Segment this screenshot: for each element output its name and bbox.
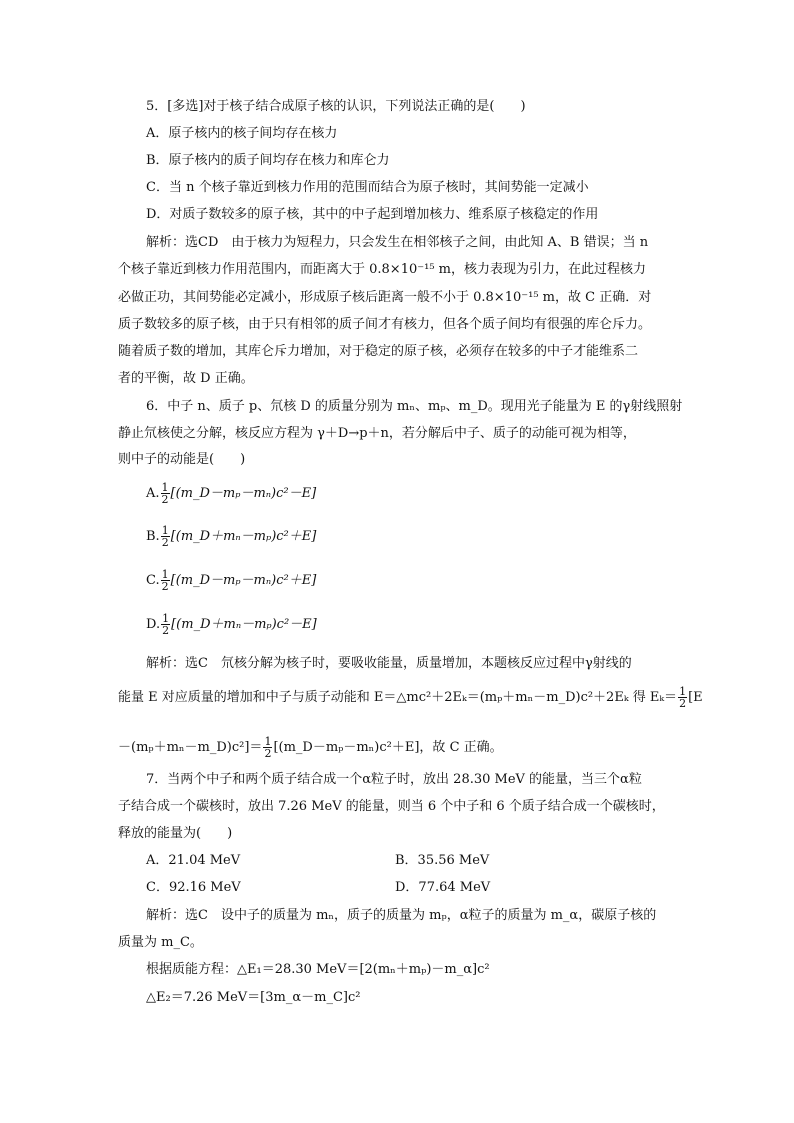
q5-option-d: D．对质子数较多的原子核，其中的中子起到增加核力、维系原子核稳定的作用: [146, 207, 599, 222]
q7-option-d: D．77.64 MeV: [395, 880, 491, 895]
q6-analysis-line: [118, 685, 703, 710]
fraction-half: $\frac{1}{2}$: [161, 481, 169, 506]
q6-stem-line: 静止氘核使之分解，核反应方程为 γ＋D→p＋n，若分解后中子、质子的动能可视为相等，: [118, 426, 636, 441]
analysis-text: －(mₚ＋mₙ－m_D)c²]＝: [118, 740, 263, 755]
q6-option-c: [146, 569, 316, 592]
q5-analysis-line: 必做正功，其间势能必定减小，形成原子核后距离一般不小于 0.8×10⁻¹⁵ m，故 C 正确．对: [118, 290, 652, 305]
option-expression: [(m_D－mₚ－mₙ)c²－E]: [170, 486, 317, 501]
fraction-half: $\frac{1}{2}$: [264, 735, 272, 760]
q5-analysis-line: 质子数较多的原子核，由于只有相邻的质子间才有核力，但各个质子间均有很强的库仑斥力。: [118, 317, 652, 332]
fraction-half: $\frac{1}{2}$: [161, 568, 169, 593]
analysis-text: [(m_D－mₚ－mₙ)c²＋E]，故 C 正确。: [273, 740, 503, 755]
q6-option-d: [146, 613, 317, 636]
q7-analysis-line: 质量为 m_C。: [118, 935, 203, 950]
q7-equation-1: 根据质能方程：△E₁＝28.30 MeV＝[2(mₙ＋mₚ)－m_α]c²: [146, 962, 490, 977]
q7-stem-line: 子结合成一个碳核时，放出 7.26 MeV 的能量，则当 6 个中子和 6 个质子结合成一个碳核时，: [118, 799, 665, 814]
fraction-half: $\frac{1}{2}$: [162, 612, 170, 637]
q5-stem: 5．[多选]对于核子结合成原子核的认识，下列说法正确的是( ): [146, 99, 526, 114]
q7-analysis-line: 解析：选C 设中子的质量为 mₙ，质子的质量为 mₚ，α粒子的质量为 m_α，碳原子核的: [146, 908, 657, 923]
q6-analysis-line: 解析：选C 氘核分解为核子时，要吸收能量，质量增加，本题核反应过程中γ射线的: [146, 656, 632, 671]
q7-equation-2: △E₂＝7.26 MeV＝[3m_α－m_C]c²: [146, 990, 361, 1005]
q6-option-a: [146, 482, 316, 505]
q5-analysis-line: 随着质子数的增加，其库仑斥力增加，对于稳定的原子核，必须存在较多的中子才能维系二: [118, 344, 639, 359]
q7-stem-line: 释放的能量为( ): [118, 826, 233, 841]
q5-option-b: B．原子核内的质子间均存在核力和库仑力: [146, 153, 390, 168]
fraction-half: $\frac{1}{2}$: [161, 524, 169, 549]
q6-option-b: [146, 525, 316, 548]
analysis-text: [E: [688, 690, 703, 705]
q5-analysis-line: 者的平衡，故 D 正确。: [118, 371, 254, 386]
option-expression: [(m_D＋mₙ－mₚ)c²－E]: [171, 617, 317, 632]
q5-option-a: A．原子核内的核子间均存在核力: [146, 126, 338, 141]
q6-analysis-line: [118, 736, 678, 759]
option-label: B.: [146, 529, 160, 544]
q7-stem-line: 7．当两个中子和两个质子结合成一个α粒子时，放出 28.30 MeV 的能量，当三个α粒: [146, 772, 642, 787]
q7-option-b: B．35.56 MeV: [395, 853, 490, 868]
q6-stem-line: 6．中子 n、质子 p、氘核 D 的质量分别为 mₙ、mₚ、m_D。现用光子能量为 E 的γ射线照射: [146, 399, 683, 414]
q7-option-c: C．92.16 MeV: [146, 880, 241, 895]
analysis-text: 能量 E 对应质量的增加和中子与质子动能和 E＝△mc²＋2Eₖ＝(mₚ＋mₙ－m_D)c²＋2Eₖ 得 Eₖ＝: [118, 690, 678, 705]
fraction-half: $\frac{1}{2}$: [679, 685, 687, 710]
option-label: D.: [146, 617, 161, 632]
q5-analysis-line: 解析：选CD 由于核力为短程力，只会发生在相邻核子之间，由此知 A、B 错误；当 n: [146, 235, 649, 250]
q6-stem-line: 则中子的动能是( ): [118, 452, 246, 467]
q5-analysis-line: 个核子靠近到核力作用范围内，而距离大于 0.8×10⁻¹⁵ m，核力表现为引力，在此过程核力: [118, 262, 646, 277]
q7-option-a: A．21.04 MeV: [146, 853, 241, 868]
option-expression: [(m_D＋mₙ－mₚ)c²＋E]: [170, 529, 317, 544]
option-label: A.: [146, 486, 160, 501]
q5-option-c: C．当 n 个核子靠近到核力作用的范围而结合为原子核时，其间势能一定减小: [146, 180, 589, 195]
option-label: C.: [146, 573, 160, 588]
option-expression: [(m_D－mₚ－mₙ)c²＋E]: [170, 573, 317, 588]
